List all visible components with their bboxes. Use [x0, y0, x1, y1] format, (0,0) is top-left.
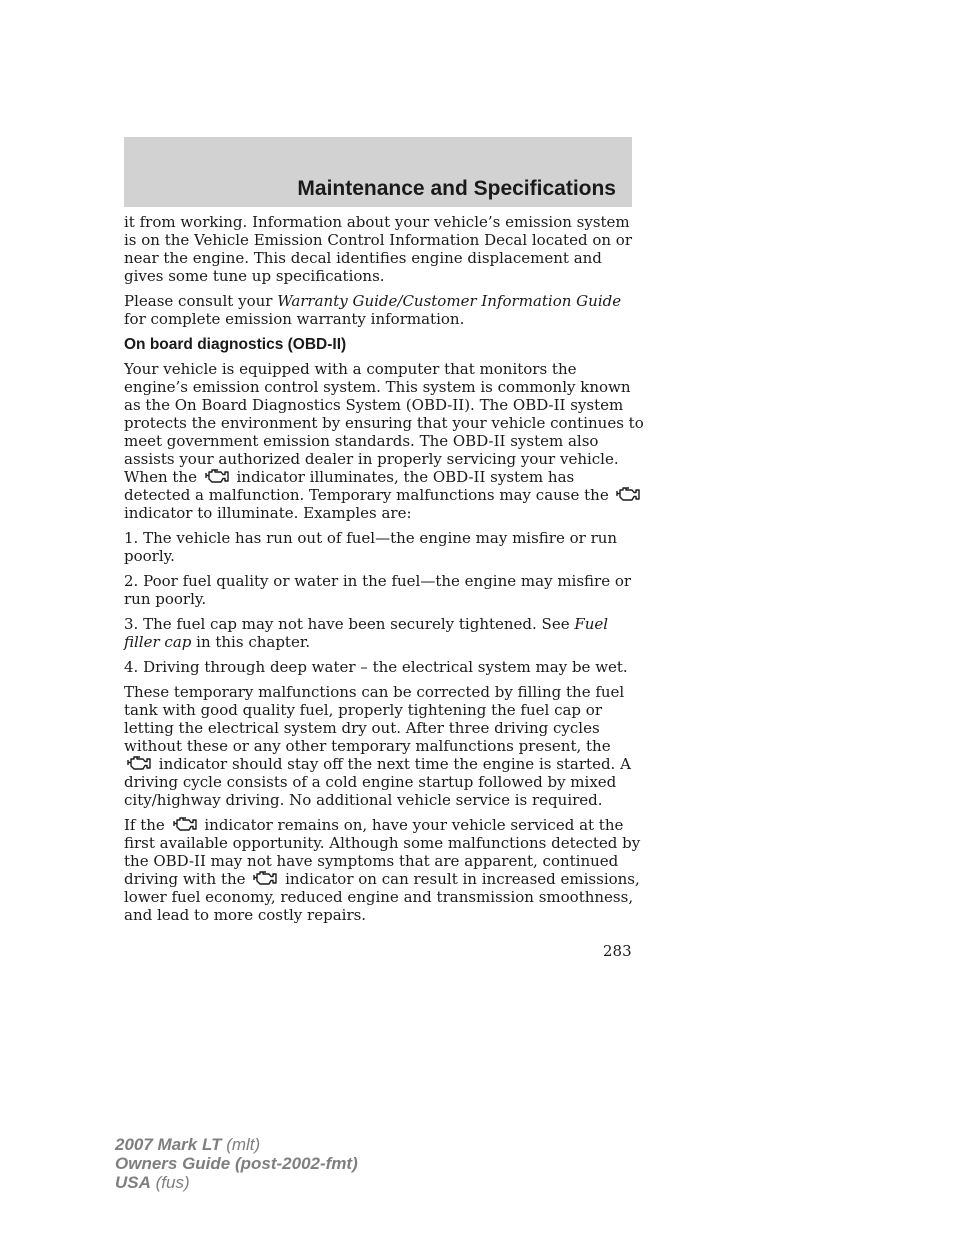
paragraph-obd-intro: Your vehicle is equipped with a computer that monitors the engine’s emission control system. This system is commonly known as the On Board Diagnostics System (OBD-II). The OBD-II system protects the environment by ensuring that your vehicle continues to meet government emission standards. The OBD-II system also assists your authorized dealer in properly servicing your vehicle. When the indicator illuminates, the OBD-II system has detected a malfunction. Temporary malfunctions may cause the indicator to illuminate. Examples are:	[124, 360, 644, 522]
check-engine-icon	[172, 816, 198, 832]
page-number: 283	[603, 942, 632, 960]
page-content	[124, 213, 644, 931]
warranty-guide-title: Warranty Guide/Customer Information Guide	[277, 292, 622, 310]
check-engine-icon	[615, 486, 641, 502]
list-item-poor-fuel: 2. Poor fuel quality or water in the fuel—the engine may misfire or run poorly.	[124, 572, 632, 608]
footer-line-market: USA (fus)	[115, 1173, 190, 1192]
paragraph-emission-decal: it from working. Information about your vehicle’s emission system is on the Vehicle Emission Control Information Decal located on or near the engine. This decal identifies engine displacement and gives some tune up specifications.	[124, 213, 632, 285]
list-item-deep-water: 4. Driving through deep water – the electrical system may be wet.	[124, 658, 628, 676]
footer-line-guide: Owners Guide (post-2002-fmt)	[115, 1154, 358, 1173]
check-engine-icon	[252, 870, 278, 886]
list-item-fuel-cap: 3. The fuel cap may not have been securely tightened. See Fuel filler cap in this chapter.	[124, 615, 609, 651]
obd-heading: On board diagnostics (OBD-II)	[124, 336, 347, 353]
section-header-band	[124, 137, 632, 207]
paragraph-temporary-malfunctions: These temporary malfunctions can be corrected by filling the fuel tank with good quality fuel, properly tightening the fuel cap or letting the electrical system dry out. After three driving cycles without these or any other temporary malfunctions present, the indicator should stay off the next time the engine is started. A driving cycle consists of a cold engine startup followed by mixed city/highway driving. No additional vehicle service is required.	[124, 683, 631, 809]
footer-line-model: 2007 Mark LT (mlt)	[115, 1135, 261, 1154]
section-title: Maintenance and Specifications	[297, 177, 616, 200]
document-footer	[115, 1135, 358, 1192]
fuel-filler-cap-reference: Fuel filler cap	[124, 615, 609, 651]
paragraph-warranty: Please consult your Warranty Guide/Customer Information Guide for complete emission warranty information.	[124, 292, 622, 328]
list-item-out-of-fuel: 1. The vehicle has run out of fuel—the engine may misfire or run poorly.	[124, 529, 618, 565]
paragraph-indicator-remains-on: If the indicator remains on, have your vehicle serviced at the first available opportunity. Although some malfunctions detected by the OBD-II may not have symptoms that are apparent, continued driving with the indicator on can result in increased emissions, lower fuel economy, reduced engine and transmission smoothness, and lead to more costly repairs.	[124, 816, 641, 924]
check-engine-icon	[126, 755, 152, 771]
check-engine-icon	[204, 468, 230, 484]
